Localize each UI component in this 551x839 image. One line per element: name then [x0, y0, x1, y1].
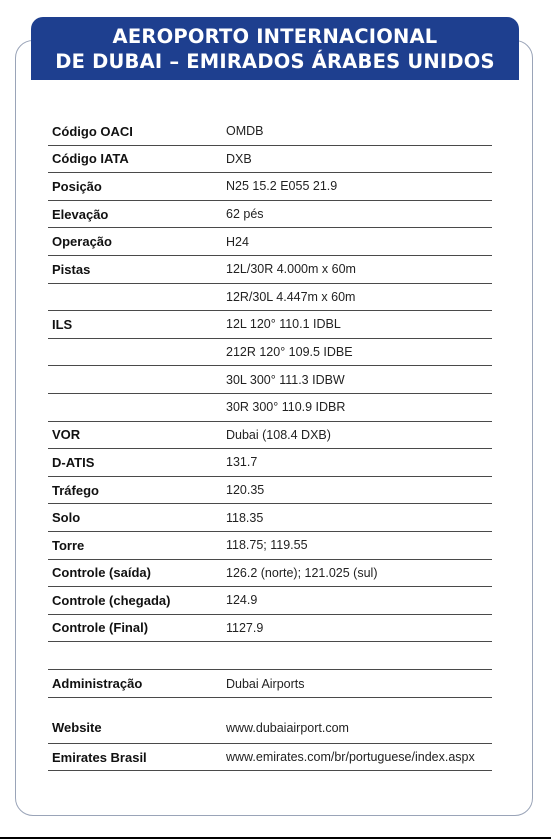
- row-value: 212R 120° 109.5 IDBE: [226, 345, 353, 360]
- emirates-link: www.emirates.com/br/portuguese/index.aspx: [226, 750, 475, 765]
- table-row: [48, 615, 492, 643]
- table-row: [48, 422, 492, 450]
- row-value: 30L 300° 111.3 IDBW: [226, 372, 345, 387]
- table-row: [48, 284, 492, 312]
- row-label: Código OACI: [52, 123, 133, 139]
- row-label: Controle (chegada): [52, 592, 171, 608]
- table-row: [48, 146, 492, 174]
- table-row: [48, 394, 492, 422]
- spacer-row: [48, 642, 492, 670]
- row-label: Elevação: [52, 206, 109, 222]
- row-label: Controle (saída): [52, 565, 151, 581]
- table-row: [48, 118, 492, 146]
- row-value: 118.35: [226, 510, 264, 525]
- table-row-administracao: [48, 670, 492, 698]
- title-line-1: AEROPORTO INTERNACIONAL: [112, 25, 438, 48]
- table-row: [48, 532, 492, 560]
- row-label: Pistas: [52, 261, 91, 277]
- table-row: [48, 366, 492, 394]
- row-label: Código IATA: [52, 151, 129, 167]
- table-row: [48, 256, 492, 284]
- row-value: DXB: [226, 151, 252, 166]
- row-value: 120.35: [226, 483, 265, 498]
- table-row: [48, 504, 492, 532]
- row-value: 12L/30R 4.000m x 60m: [226, 262, 356, 277]
- table-row-website: [48, 698, 492, 744]
- table-row: [48, 339, 492, 367]
- row-value: Dubai Airports: [226, 676, 305, 691]
- row-value: H24: [226, 234, 249, 249]
- table-row: [48, 587, 492, 615]
- row-value: Dubai (108.4 DXB): [226, 427, 331, 442]
- row-value: 118.75; 119.55: [226, 538, 308, 553]
- table-row: [48, 201, 492, 229]
- airport-info-table: [48, 118, 492, 771]
- row-label: D-ATIS: [52, 454, 95, 470]
- row-label: Operação: [52, 234, 112, 250]
- row-value: 62 pés: [226, 207, 264, 222]
- row-label: Solo: [52, 510, 81, 526]
- row-label: Emirates Brasil: [52, 749, 147, 765]
- table-row: [48, 477, 492, 505]
- table-row: [48, 173, 492, 201]
- row-label: Website: [52, 719, 102, 735]
- website-link: www.dubaiairport.com: [226, 720, 349, 735]
- table-row: [48, 228, 492, 256]
- row-label: Torre: [52, 537, 85, 553]
- table-row-emirates: [48, 744, 492, 772]
- table-row: [48, 311, 492, 339]
- row-value: 131.7: [226, 455, 258, 470]
- page-title: [31, 17, 519, 80]
- row-value: 1127.9: [226, 620, 264, 635]
- row-value: 124.9: [226, 593, 258, 608]
- row-value: 126.2 (norte); 121.025 (sul): [226, 565, 378, 580]
- row-label: Controle (Final): [52, 620, 149, 636]
- row-value: OMDB: [226, 124, 264, 139]
- row-label: Administração: [52, 676, 143, 692]
- row-value: N25 15.2 E055 21.9: [226, 179, 338, 194]
- row-label: ILS: [52, 316, 73, 332]
- row-value: 12L 120° 110.1 IDBL: [226, 317, 341, 332]
- row-label: VOR: [52, 427, 81, 443]
- table-row: [48, 560, 492, 588]
- row-value: 12R/30L 4.447m x 60m: [226, 289, 356, 304]
- row-label: Tráfego: [52, 482, 99, 498]
- row-value: 30R 300° 110.9 IDBR: [226, 400, 346, 415]
- table-row: [48, 449, 492, 477]
- row-label: Posição: [52, 178, 102, 194]
- title-line-2: DE DUBAI – EMIRADOS ÁRABES UNIDOS: [55, 50, 495, 73]
